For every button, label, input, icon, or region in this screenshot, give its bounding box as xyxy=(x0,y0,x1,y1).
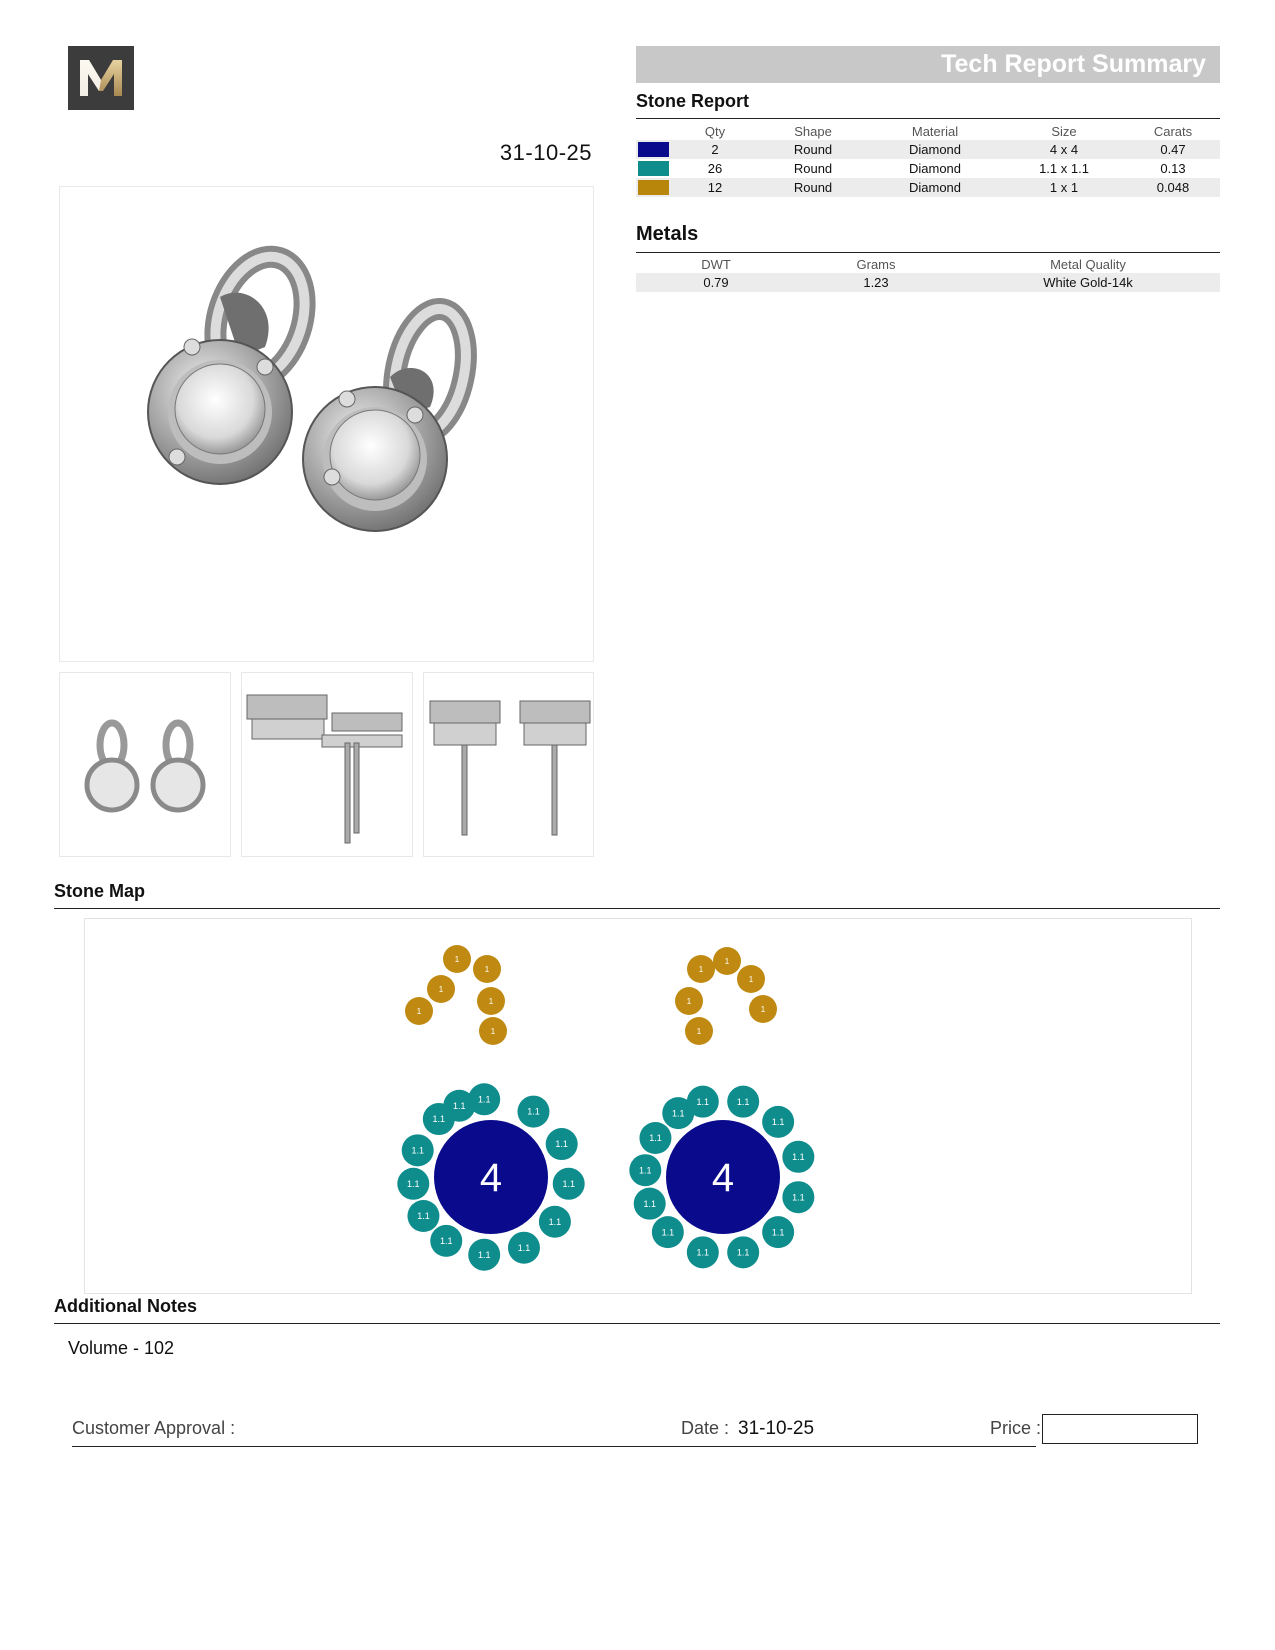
link-stone xyxy=(737,965,765,993)
stone-label: 1 xyxy=(760,1004,766,1014)
material-cell: Diamond xyxy=(868,178,1002,197)
stone-label: 1.1 xyxy=(696,1096,710,1107)
stone-label: 4 xyxy=(479,1156,503,1200)
customer-approval-label: Customer Approval : xyxy=(72,1418,236,1438)
stone-label: 1 xyxy=(698,964,704,974)
color-swatch xyxy=(638,161,669,176)
stone-label: 1.1 xyxy=(453,1100,466,1111)
stone-label: 1 xyxy=(488,996,494,1006)
link-stone xyxy=(675,987,703,1015)
metals-table xyxy=(636,255,1220,292)
link-stone xyxy=(685,1017,713,1045)
halo-stone xyxy=(652,1216,684,1248)
metal-quality-cell: White Gold-14k xyxy=(956,273,1220,292)
col-header-size: Size xyxy=(1051,123,1077,139)
stone-label: 1 xyxy=(484,964,490,974)
halo-stone xyxy=(397,1168,429,1200)
col-header-qty: Qty xyxy=(704,123,726,139)
halo-stone xyxy=(762,1216,794,1248)
halo-stone xyxy=(782,1181,814,1213)
stone-label: 1.1 xyxy=(517,1242,531,1253)
link-stone xyxy=(427,975,455,1003)
col-header-dwt: DWT xyxy=(701,256,731,272)
stone-label: 1 xyxy=(454,954,460,964)
metals-header-row xyxy=(636,255,1220,273)
stone-label: 1.1 xyxy=(736,1096,750,1107)
halo-stone xyxy=(546,1128,578,1160)
col-header-carats: Carats xyxy=(1153,123,1193,139)
shape-cell: Round xyxy=(758,178,868,197)
halo-stone xyxy=(727,1236,759,1268)
price-label: Price : xyxy=(990,1418,1042,1438)
metals-rule xyxy=(636,252,1220,253)
stone-label: 1.1 xyxy=(643,1198,656,1209)
stone-label: 1.1 xyxy=(792,1192,805,1203)
metals-title: Metals xyxy=(636,223,699,245)
table-row xyxy=(636,159,1220,178)
stone-label: 1 xyxy=(686,996,692,1006)
stone-label: 1 xyxy=(490,1026,496,1036)
halo-stone xyxy=(553,1168,585,1200)
stone-label: 1.1 xyxy=(661,1227,675,1238)
stone-report-table xyxy=(636,122,1220,197)
stone-label: 1.1 xyxy=(696,1247,710,1258)
table-row xyxy=(636,273,1220,292)
stone-label: 1.1 xyxy=(771,1227,785,1238)
stone-label: 1 xyxy=(696,1026,702,1036)
earring-render-side-2 xyxy=(423,672,594,857)
stone-label: 1.1 xyxy=(548,1216,562,1227)
color-swatch xyxy=(638,180,669,195)
stone-label: 1.1 xyxy=(407,1178,420,1189)
halo-stone xyxy=(468,1083,500,1115)
stone-label: 1.1 xyxy=(771,1116,785,1127)
link-stone xyxy=(477,987,505,1015)
qty-cell: 2 xyxy=(672,140,758,159)
col-header-metal-quality: Metal Quality xyxy=(1050,256,1126,272)
stone-label: 1.1 xyxy=(417,1211,430,1222)
link-stone xyxy=(479,1017,507,1045)
color-swatch xyxy=(638,142,669,157)
right-earring xyxy=(303,302,477,531)
stone-label: 1.1 xyxy=(440,1236,453,1247)
carats-cell: 0.13 xyxy=(1160,161,1186,176)
halo-stone xyxy=(662,1097,694,1129)
date-label: Date : xyxy=(681,1418,730,1438)
stone-label: 1.1 xyxy=(639,1165,652,1176)
halo-stone xyxy=(762,1106,794,1138)
stone-label: 4 xyxy=(711,1156,735,1200)
date-value: 31-10-25 xyxy=(738,1418,815,1439)
stone-map xyxy=(84,918,1192,1294)
center-stone xyxy=(666,1120,780,1234)
material-cell: Diamond xyxy=(908,161,962,176)
link-stone xyxy=(473,955,501,983)
center-stone xyxy=(434,1120,548,1234)
carats-cell: 0.47 xyxy=(1126,140,1220,159)
table-row xyxy=(636,178,1220,197)
stone-label: 1.1 xyxy=(562,1178,575,1189)
material-cell: Diamond xyxy=(868,140,1002,159)
company-logo xyxy=(68,46,134,110)
link-stone xyxy=(687,955,715,983)
report-title: Tech Report Summary xyxy=(941,50,1206,78)
stone-label: 1.1 xyxy=(411,1145,424,1156)
size-cell: 4 x 4 xyxy=(1002,140,1126,159)
earring-render-front xyxy=(59,672,231,857)
stone-label: 1 xyxy=(748,974,754,984)
halo-stone xyxy=(508,1232,540,1264)
stone-map-diagram xyxy=(85,919,1191,1293)
stone-label: 1.1 xyxy=(432,1114,446,1125)
halo-stone xyxy=(634,1188,666,1220)
size-cell: 1.1 x 1.1 xyxy=(1039,161,1089,176)
halo-stone xyxy=(402,1134,434,1166)
price-field[interactable] xyxy=(1042,1414,1198,1444)
qty-cell: 26 xyxy=(707,161,723,176)
halo-stone xyxy=(468,1239,500,1271)
report-date: 31-10-25 xyxy=(499,140,592,165)
halo-stone xyxy=(727,1086,759,1118)
notes-text: Volume - 102 xyxy=(68,1338,175,1358)
halo-stone xyxy=(430,1225,462,1257)
dwt-cell: 0.79 xyxy=(636,273,796,292)
grams-cell: 1.23 xyxy=(796,273,956,292)
stone-label: 1.1 xyxy=(649,1133,662,1144)
earring-render-main xyxy=(59,186,594,662)
size-cell: 1 x 1 xyxy=(1002,178,1126,197)
additional-notes-title: Additional Notes xyxy=(54,1296,197,1316)
col-header-grams: Grams xyxy=(856,256,896,272)
earring-render-side xyxy=(241,672,413,857)
stone-report-header-row xyxy=(636,122,1220,140)
stone-label: 1 xyxy=(416,1006,422,1016)
table-row xyxy=(636,140,1220,159)
col-header-shape: Shape xyxy=(794,123,832,139)
stone-label: 1.1 xyxy=(555,1139,568,1150)
left-earring xyxy=(148,245,320,484)
shape-cell: Round xyxy=(793,161,833,176)
thumb-front-image xyxy=(60,673,230,856)
thumb-side-2-image xyxy=(424,673,593,856)
qty-cell: 12 xyxy=(672,178,758,197)
notes-rule xyxy=(54,1323,1220,1324)
header-bar xyxy=(636,46,1220,83)
carats-cell: 0.048 xyxy=(1126,178,1220,197)
m-logo-icon xyxy=(68,46,134,110)
stone-label: 1.1 xyxy=(477,1249,491,1260)
stone-label: 1.1 xyxy=(736,1247,750,1258)
halo-stone xyxy=(517,1096,549,1128)
approval-signature-line xyxy=(72,1446,1036,1447)
thumb-side-image xyxy=(242,673,412,856)
stone-map-title: Stone Map xyxy=(54,881,146,901)
halo-stone xyxy=(687,1236,719,1268)
stone-label: 1 xyxy=(724,956,730,966)
halo-stone xyxy=(407,1200,439,1232)
stone-report-title: Stone Report xyxy=(636,91,750,111)
stone-label: 1.1 xyxy=(477,1094,491,1105)
shape-cell: Round xyxy=(758,140,868,159)
stone-label: 1.1 xyxy=(792,1151,805,1162)
stone-label: 1.1 xyxy=(672,1108,685,1119)
link-stone xyxy=(749,995,777,1023)
earrings-image xyxy=(60,187,593,661)
stone-report-rule xyxy=(636,118,1220,119)
halo-stone xyxy=(539,1206,571,1238)
halo-stone xyxy=(639,1122,671,1154)
link-stone xyxy=(443,945,471,973)
stone-label: 1.1 xyxy=(527,1106,540,1117)
halo-stone xyxy=(782,1141,814,1173)
stone-map-rule xyxy=(54,908,1220,909)
halo-stone xyxy=(629,1154,661,1186)
col-header-material: Material xyxy=(911,123,959,139)
link-stone xyxy=(405,997,433,1025)
stone-label: 1 xyxy=(438,984,444,994)
link-stone xyxy=(713,947,741,975)
